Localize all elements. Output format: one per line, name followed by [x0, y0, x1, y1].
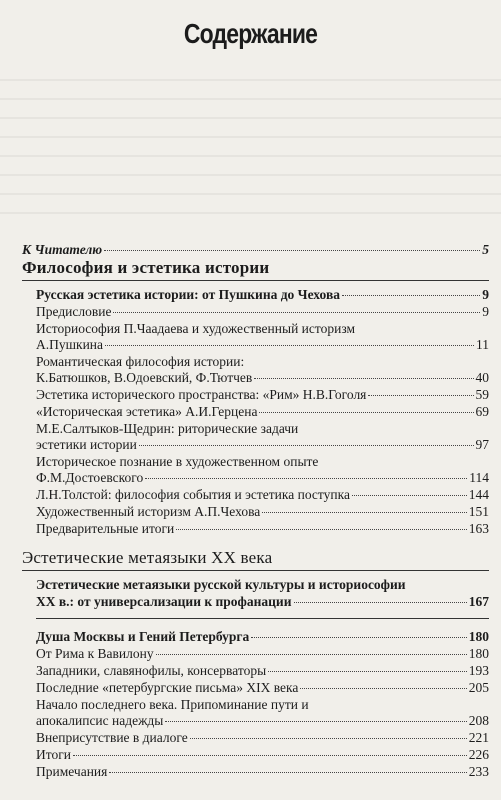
leader-dots: [294, 602, 467, 603]
toc-entry-line[interactable]: М.Е.Салтыков-Щедрин: риторические задачи: [36, 421, 299, 436]
toc-entry-page: 9: [482, 287, 489, 302]
toc-entry-line[interactable]: Романтическая философия истории:: [36, 354, 245, 369]
section-heading-metalanguages: Эстетические метаязыки XX века: [22, 548, 273, 567]
toc-entry-page: 193: [468, 663, 489, 678]
leader-dots: [342, 295, 480, 296]
toc-group-moscow-petersburg[interactable]: [36, 629, 489, 645]
toc-entry-line[interactable]: Историософия П.Чаадаева и художественный историзм: [36, 321, 356, 336]
toc-group-metalanguages-line1[interactable]: Эстетические метаязыки русской культуры и историософии: [36, 577, 406, 592]
toc-entry-page: 180: [468, 629, 489, 644]
leader-dots: [165, 721, 466, 722]
toc-entry-intro[interactable]: [22, 242, 489, 258]
toc-entry[interactable]: [36, 304, 489, 320]
toc-entry-page: 40: [475, 370, 489, 385]
toc-entry[interactable]: [36, 747, 489, 763]
toc-entry[interactable]: [36, 387, 489, 403]
toc-entry-label: эстетики истории: [36, 437, 137, 452]
toc-entry[interactable]: [36, 680, 489, 696]
toc-entry-page: 114: [469, 470, 489, 485]
toc-entry-page: 9: [482, 304, 489, 319]
toc-entry-page: 144: [468, 487, 489, 502]
toc-entry-label: Художественный историзм А.П.Чехова: [36, 504, 261, 519]
toc-entry-label: Эстетика исторического пространства: «Рим» Н.В.Гоголя: [36, 387, 367, 402]
toc-entry-page: 97: [475, 437, 489, 452]
toc-entry-label: Душа Москвы и Гений Петербурга: [36, 629, 250, 644]
leader-dots: [139, 445, 474, 446]
toc-entry-label: Примечания: [36, 764, 108, 779]
leader-dots: [104, 250, 480, 251]
toc-entry-page: 221: [468, 730, 489, 745]
toc-entry-page: 205: [468, 680, 489, 695]
leader-dots: [109, 772, 466, 773]
toc-group-russian-aesthetics[interactable]: [36, 287, 489, 303]
toc-entry[interactable]: [36, 521, 489, 537]
toc-entry-page: 233: [468, 764, 489, 779]
toc-entry-label: К Читателю: [22, 242, 103, 257]
toc-entry-label: А.Пушкина: [36, 337, 104, 352]
toc-entry[interactable]: [36, 437, 489, 453]
leader-dots: [259, 412, 473, 413]
toc-entry[interactable]: [36, 713, 489, 729]
toc-entry-line[interactable]: Историческое познание в художественном опыте: [36, 454, 319, 469]
toc-entry-label: От Рима к Вавилону: [36, 646, 154, 661]
leader-dots: [254, 378, 473, 379]
toc-entry-page: 226: [468, 747, 489, 762]
leader-dots: [113, 312, 480, 313]
leader-dots: [262, 512, 466, 513]
toc-entry-page: 69: [475, 404, 489, 419]
toc-entry-label: Итоги: [36, 747, 71, 762]
toc-entry-page: 151: [468, 504, 489, 519]
toc-entry-page: 163: [468, 521, 489, 536]
leader-dots: [268, 671, 467, 672]
toc-entry-label: Л.Н.Толстой: философия события и эстетика поступка: [36, 487, 350, 502]
section-heading-philosophy: Философия и эстетика истории: [22, 258, 270, 277]
toc-group-metalanguages[interactable]: [36, 594, 489, 610]
toc-entry-label: К.Батюшков, В.Одоевский, Ф.Тютчев: [36, 370, 253, 385]
toc-entry[interactable]: [36, 663, 489, 679]
toc-entry[interactable]: [36, 470, 489, 486]
leader-dots: [300, 688, 466, 689]
toc-entry[interactable]: [36, 337, 489, 353]
toc-entry-label: Русская эстетика истории: от Пушкина до Чехова: [36, 287, 340, 302]
toc-entry-label: Западники, славянофилы, консерваторы: [36, 663, 267, 678]
leader-dots: [251, 637, 466, 638]
toc-entry[interactable]: [36, 404, 489, 420]
toc-entry[interactable]: [36, 764, 489, 780]
toc-entry-page: 59: [475, 387, 489, 402]
toc-entry[interactable]: [36, 730, 489, 746]
toc-entry[interactable]: [36, 370, 489, 386]
toc-entry[interactable]: [36, 504, 489, 520]
page-title: Содержание: [183, 18, 318, 49]
toc-entry-label: «Историческая эстетика» А.И.Герцена: [36, 404, 258, 419]
toc-entry-label: XX в.: от универсализации к профанации: [36, 594, 292, 609]
section-rule: [22, 570, 489, 571]
bleed-through-text: [0, 68, 501, 218]
leader-dots: [145, 478, 467, 479]
leader-dots: [176, 529, 467, 530]
toc-entry[interactable]: [36, 646, 489, 662]
toc-entry-label: Предварительные итоги: [36, 521, 175, 536]
toc-entry-line[interactable]: Начало последнего века. Припоминание пути и: [36, 697, 309, 712]
leader-dots: [105, 345, 474, 346]
toc-entry-label: апокалипсис надежды: [36, 713, 164, 728]
toc-entry-page: 208: [468, 713, 489, 728]
toc-entry-label: Последние «петербургские письма» XIX века: [36, 680, 299, 695]
toc-entry-page: 5: [482, 242, 489, 257]
toc-entry-label: Ф.М.Достоевского: [36, 470, 144, 485]
toc-entry-label: Предисловие: [36, 304, 112, 319]
toc-entry-page: 11: [476, 337, 489, 352]
toc-entry[interactable]: [36, 487, 489, 503]
toc-entry-page: 167: [468, 594, 489, 609]
toc-entry-label: Внеприсутствие в диалоге: [36, 730, 188, 745]
leader-dots: [73, 755, 467, 756]
section-rule: [22, 280, 489, 281]
leader-dots: [190, 738, 467, 739]
leader-dots: [352, 495, 467, 496]
leader-dots: [368, 395, 473, 396]
group-rule: [36, 618, 489, 619]
leader-dots: [156, 654, 467, 655]
toc-entry-page: 180: [468, 646, 489, 661]
